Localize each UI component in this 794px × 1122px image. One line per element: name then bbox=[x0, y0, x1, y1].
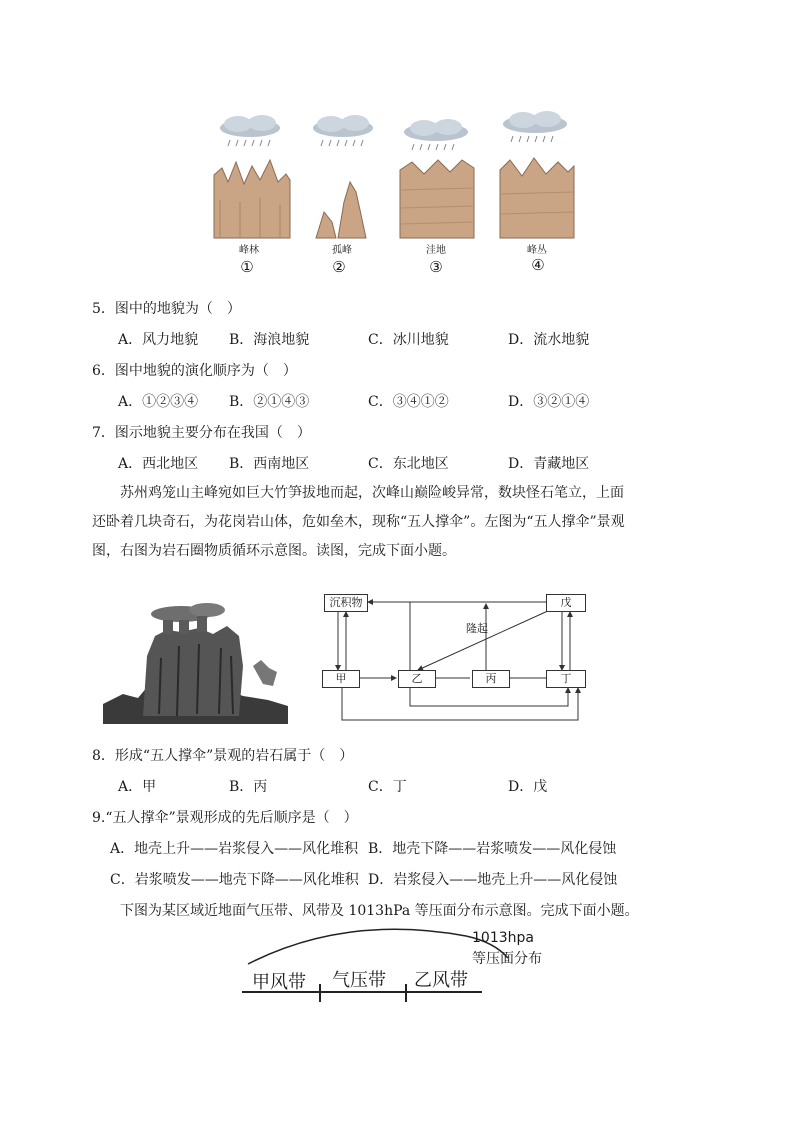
landform-number-4: ④ bbox=[531, 256, 545, 274]
question-9-option-b: B．地壳下降——岩浆喷发——风化侵蚀 bbox=[368, 841, 617, 857]
question-9-option-d: D．岩浆侵入——地壳上升——风化侵蚀 bbox=[368, 872, 618, 888]
question-5-option-c: C．冰川地貌 bbox=[368, 332, 449, 348]
node-wu: 戊 bbox=[546, 594, 586, 612]
question-7-stem: 7．图示地貌主要分布在我国（ ） bbox=[92, 425, 311, 441]
five-people-umbrella-photo bbox=[103, 596, 288, 724]
question-8-option-a: A．甲 bbox=[118, 779, 157, 795]
landform-number-3: ③ bbox=[429, 258, 443, 276]
question-7-option-c: C．东北地区 bbox=[368, 456, 449, 472]
landform-label-2: 孤峰 bbox=[332, 245, 352, 256]
question-6-option-c: C．③④①② bbox=[368, 394, 449, 410]
isobar-label-1013: 1013hpa bbox=[472, 930, 534, 946]
question-6-option-b: B．②①④③ bbox=[229, 394, 310, 410]
pressure-belt-diagram bbox=[236, 922, 566, 1004]
depression-block bbox=[400, 160, 474, 238]
question-5-stem: 5．图中的地貌为（ ） bbox=[92, 301, 241, 317]
question-9-option-c: C．岩浆喷发——地壳下降——风化堆积 bbox=[110, 872, 359, 888]
node-yi: 乙 bbox=[398, 670, 436, 688]
node-jia: 甲 bbox=[322, 670, 360, 688]
question-6-option-d: D．③②①④ bbox=[508, 394, 590, 410]
peak-forest-block bbox=[214, 160, 290, 238]
cloud-rain-icon bbox=[404, 119, 468, 150]
landform-figure bbox=[200, 110, 600, 280]
isobar-label-distribution: 等压面分布 bbox=[472, 951, 542, 967]
question-8-option-d: D．戊 bbox=[508, 779, 548, 795]
cloud-rain-icon bbox=[503, 111, 567, 142]
landform-label-1: 峰林 bbox=[239, 245, 259, 256]
landform-number-2: ② bbox=[332, 258, 346, 276]
belt-label-yi: 乙风带 bbox=[414, 970, 468, 991]
node-bing: 丙 bbox=[472, 670, 510, 688]
question-7-option-d: D．青藏地区 bbox=[508, 456, 590, 472]
peak-cluster-block bbox=[500, 158, 574, 238]
node-ding: 丁 bbox=[546, 670, 586, 688]
question-8-option-c: C．丁 bbox=[368, 779, 407, 795]
landform-number-1: ① bbox=[240, 258, 254, 276]
question-5-option-a: A．风力地貌 bbox=[118, 332, 199, 348]
uplift-label: 隆起 bbox=[466, 622, 488, 635]
question-5-option-b: B．海浪地貌 bbox=[229, 332, 310, 348]
cloud-rain-icon bbox=[220, 115, 280, 146]
landform-label-4: 峰丛 bbox=[527, 245, 547, 256]
passage-text: 苏州鸡笼山主峰宛如巨大竹笋拔地而起，次峰山巅险峻异常，数块怪石笔立，上面还卧着几块奇石，为花岗岩山体，危如垒木，现称“五人撑伞”。左图为“五人撑伞”景观图，右图为岩石圈物质循环示意图。读图，完成下面小题。 bbox=[92, 485, 625, 559]
belt-label-pressure: 气压带 bbox=[332, 970, 386, 991]
question-6-option-a: A．①②③④ bbox=[118, 394, 199, 410]
question-9-stem: 9.“五人撑伞”景观形成的先后顺序是（ ） bbox=[92, 810, 358, 826]
question-7-option-a: A．西北地区 bbox=[118, 456, 199, 472]
question-9-option-a: A．地壳上升——岩浆侵入——风化堆积 bbox=[110, 841, 359, 857]
question-8-option-b: B．丙 bbox=[229, 779, 268, 795]
cloud-rain-icon bbox=[313, 115, 373, 146]
question-8-stem: 8．形成“五人撑伞”景观的岩石属于（ ） bbox=[92, 748, 354, 764]
belt-label-jia: 甲风带 bbox=[252, 972, 306, 993]
intro-pressure-text: 下图为某区域近地面气压带、风带及 1013hPa 等压面分布示意图。完成下面小题。 bbox=[120, 903, 639, 919]
question-6-stem: 6．图中地貌的演化顺序为（ ） bbox=[92, 363, 297, 379]
landform-label-3: 洼地 bbox=[426, 245, 446, 256]
question-5-option-d: D．流水地貌 bbox=[508, 332, 590, 348]
node-sediment: 沉积物 bbox=[324, 594, 368, 612]
landform-illustration bbox=[200, 110, 600, 250]
question-7-option-b: B．西南地区 bbox=[229, 456, 310, 472]
isolated-peak-block bbox=[316, 182, 366, 238]
rock-cycle-diagram bbox=[318, 590, 593, 725]
